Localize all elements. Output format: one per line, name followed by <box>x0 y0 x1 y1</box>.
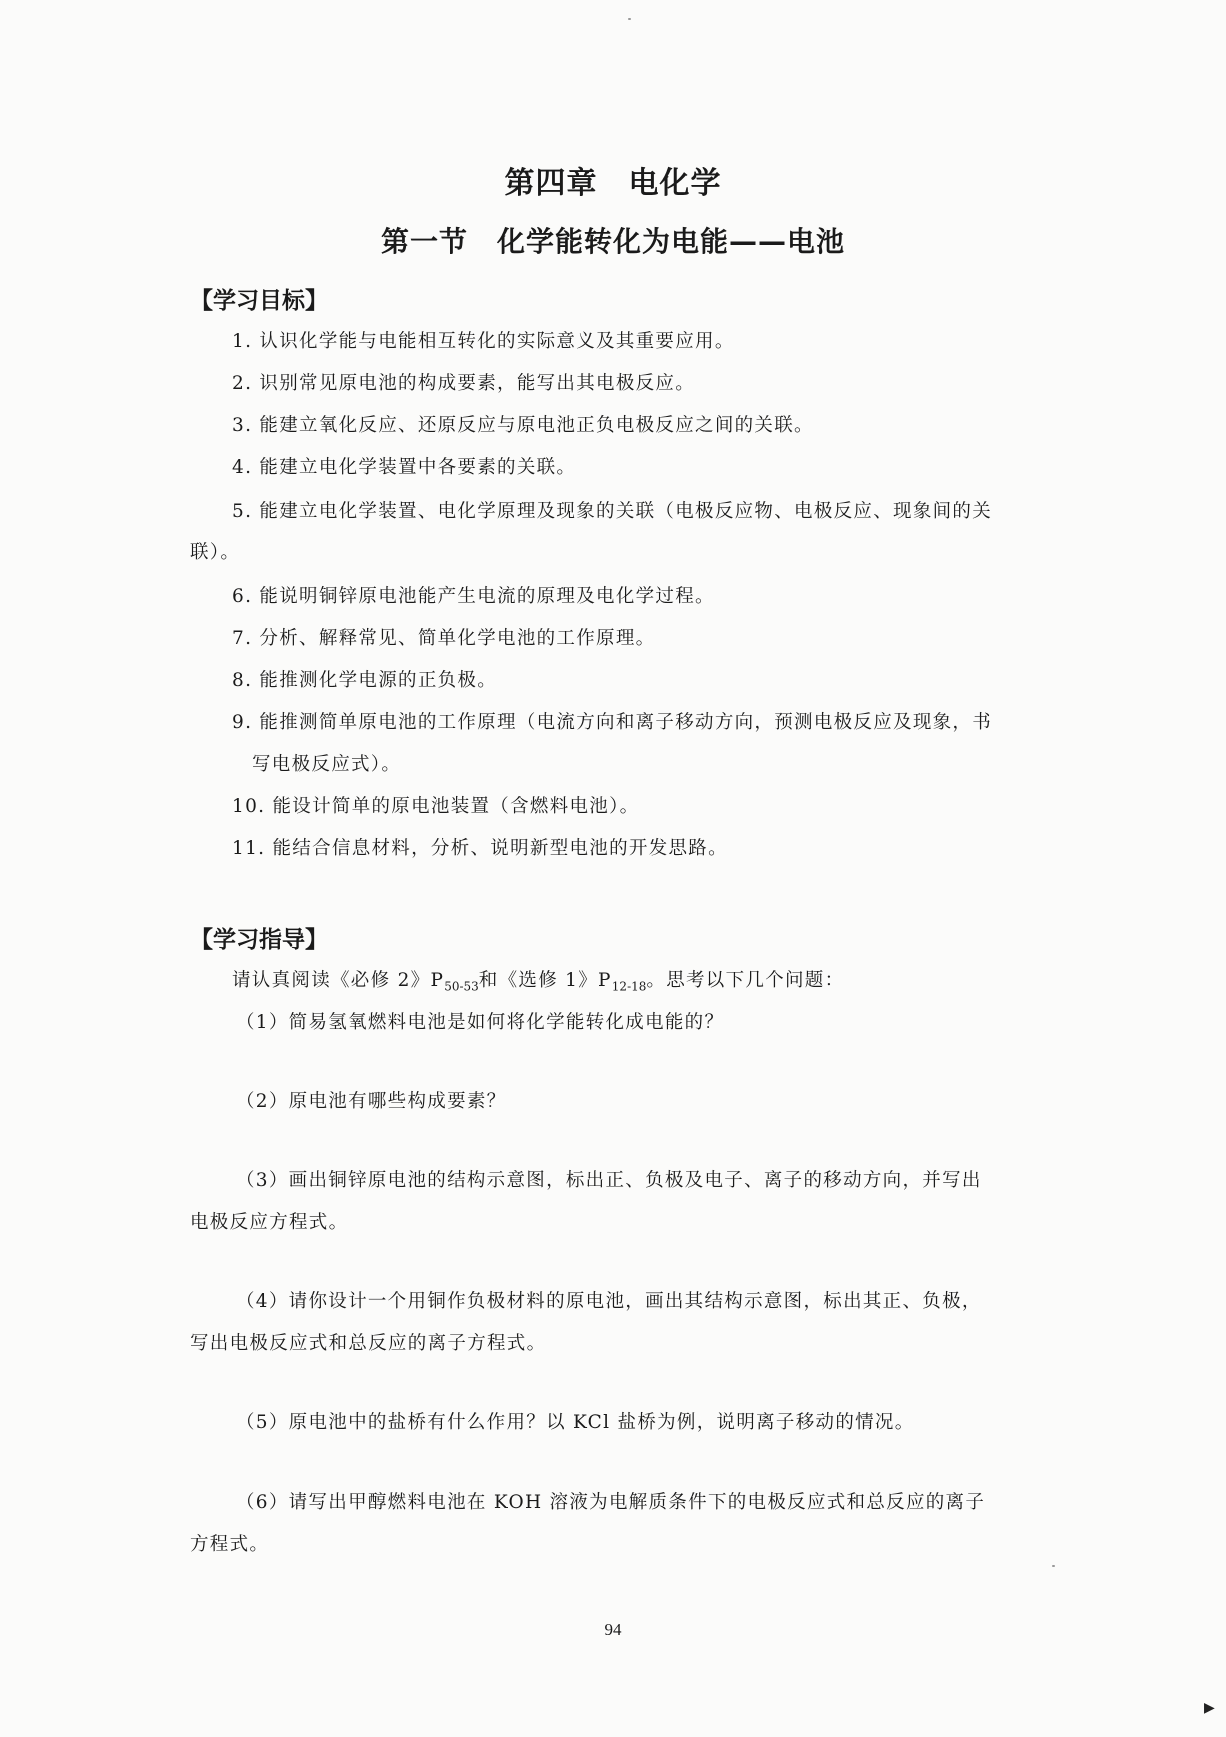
objective-item-continuation: 联）。 <box>190 542 241 563</box>
objective-item: 2. 识别常见原电池的构成要素，能写出其电极反应。 <box>232 373 696 394</box>
scan-speck <box>1052 1565 1055 1567</box>
question-6-continuation: 方程式。 <box>190 1534 270 1555</box>
page-number: 94 <box>604 1620 622 1639</box>
objective-item: 11. 能结合信息材料，分析、说明新型电池的开发思路。 <box>232 838 728 859</box>
intro-page-range-b: 12-18 <box>611 979 647 994</box>
objective-item: 3. 能建立氧化反应、还原反应与原电池正负电极反应之间的关联。 <box>232 415 814 436</box>
guidance-heading: 【学习指导】 <box>190 927 328 953</box>
chapter-title: 第四章 电化学 <box>504 166 722 201</box>
objective-item: 6. 能说明铜锌原电池能产生电流的原理及电化学过程。 <box>232 586 715 607</box>
objective-item: 4. 能建立电化学装置中各要素的关联。 <box>232 457 577 478</box>
objective-item: 7. 分析、解释常见、简单化学电池的工作原理。 <box>232 628 656 649</box>
question-3-continuation: 电极反应方程式。 <box>190 1212 349 1233</box>
objective-item: 10. 能设计简单的原电池装置（含燃料电池）。 <box>232 796 640 817</box>
intro-text-b: 和《选修 1》P <box>478 970 612 991</box>
objective-item: 8. 能推测化学电源的正负极。 <box>232 670 498 691</box>
objective-item: 1. 认识化学能与电能相互转化的实际意义及其重要应用。 <box>232 331 735 352</box>
objective-item: 5. 能建立电化学装置、电化学原理及现象的关联（电极反应物、电极反应、现象间的关 <box>232 501 993 522</box>
objective-item: 9. 能推测简单原电池的工作原理（电流方向和离子移动方向，预测电极反应及现象，书 <box>232 712 993 733</box>
section-title: 第一节 化学能转化为电能——电池 <box>380 225 845 258</box>
question-6: （6）请写出甲醇燃料电池在 KOH 溶液为电解质条件下的电极反应式和总反应的离子 <box>236 1492 986 1513</box>
question-3: （3）画出铜锌原电池的结构示意图，标出正、负极及电子、离子的移动方向，并写出 <box>236 1170 982 1191</box>
scan-speck <box>628 18 631 20</box>
question-4-continuation: 写出电极反应式和总反应的离子方程式。 <box>190 1333 547 1354</box>
question-5: （5）原电池中的盐桥有什么作用？以 KCl 盐桥为例，说明离子移动的情况。 <box>236 1412 915 1433</box>
objective-item-continuation: 写电极反应式）。 <box>252 754 402 775</box>
intro-text-c: 。思考以下几个问题： <box>646 970 845 991</box>
question-1: （1）简易氢氧燃料电池是如何将化学能转化成电能的？ <box>236 1012 725 1033</box>
intro-text-a: 请认真阅读《必修 2》P <box>232 970 445 991</box>
guidance-intro <box>232 966 844 994</box>
corner-arrow-mark: ▶ <box>1204 1700 1215 1716</box>
objectives-heading: 【学习目标】 <box>190 288 328 314</box>
question-2: （2）原电池有哪些构成要素？ <box>236 1091 507 1112</box>
question-4: （4）请你设计一个用铜作负极材料的原电池，画出其结构示意图，标出其正、负极， <box>236 1291 982 1312</box>
intro-page-range-a: 50-53 <box>444 979 479 994</box>
